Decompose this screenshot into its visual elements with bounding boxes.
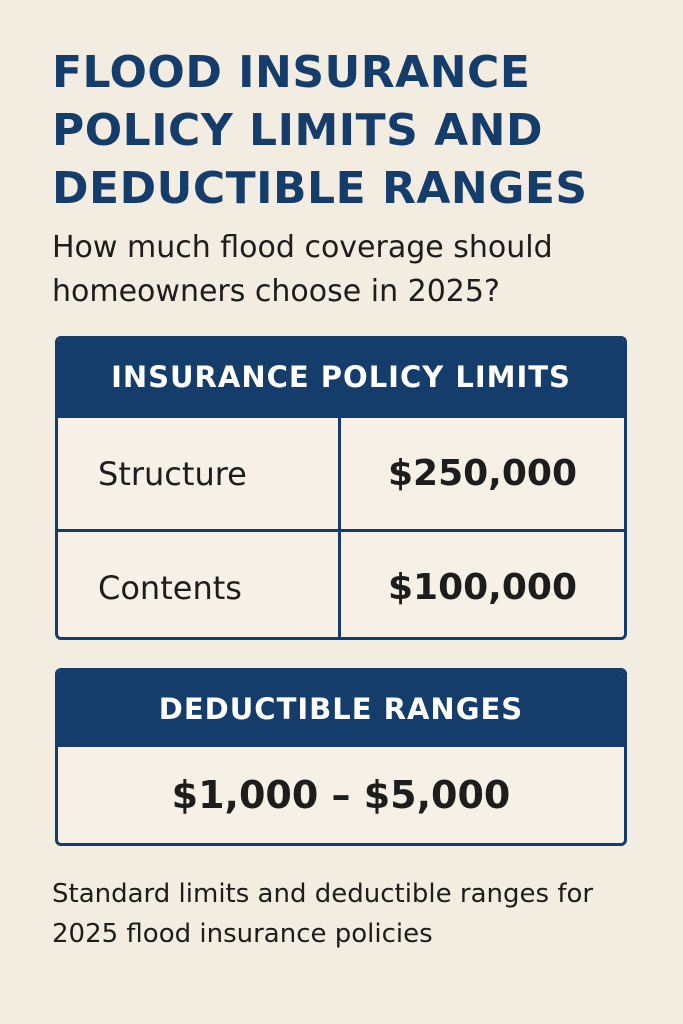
page-title: FLOOD INSURANCE POLICY LIMITS AND DEDUCTIBLE RANGES [52, 47, 588, 214]
footer-caption: Standard limits and deductible ranges for 2025 flood insurance policies [52, 879, 594, 949]
page-subtitle: How much flood coverage should homeowners choose in 2025? [52, 230, 553, 309]
table-row-contents [58, 529, 624, 640]
policy-limits-header: INSURANCE POLICY LIMITS [58, 339, 624, 415]
table-row-structure [58, 415, 624, 529]
structure-value: $250,000 [387, 453, 578, 494]
policy-limits-table [55, 336, 627, 640]
contents-label: Contents [58, 532, 341, 640]
deductible-ranges-box [55, 668, 627, 846]
deductible-ranges-header: DEDUCTIBLE RANGES [58, 671, 624, 747]
deductible-range-value: $1,000 – $5,000 [171, 773, 511, 817]
contents-value: $100,000 [387, 567, 578, 608]
structure-label: Structure [58, 418, 341, 529]
